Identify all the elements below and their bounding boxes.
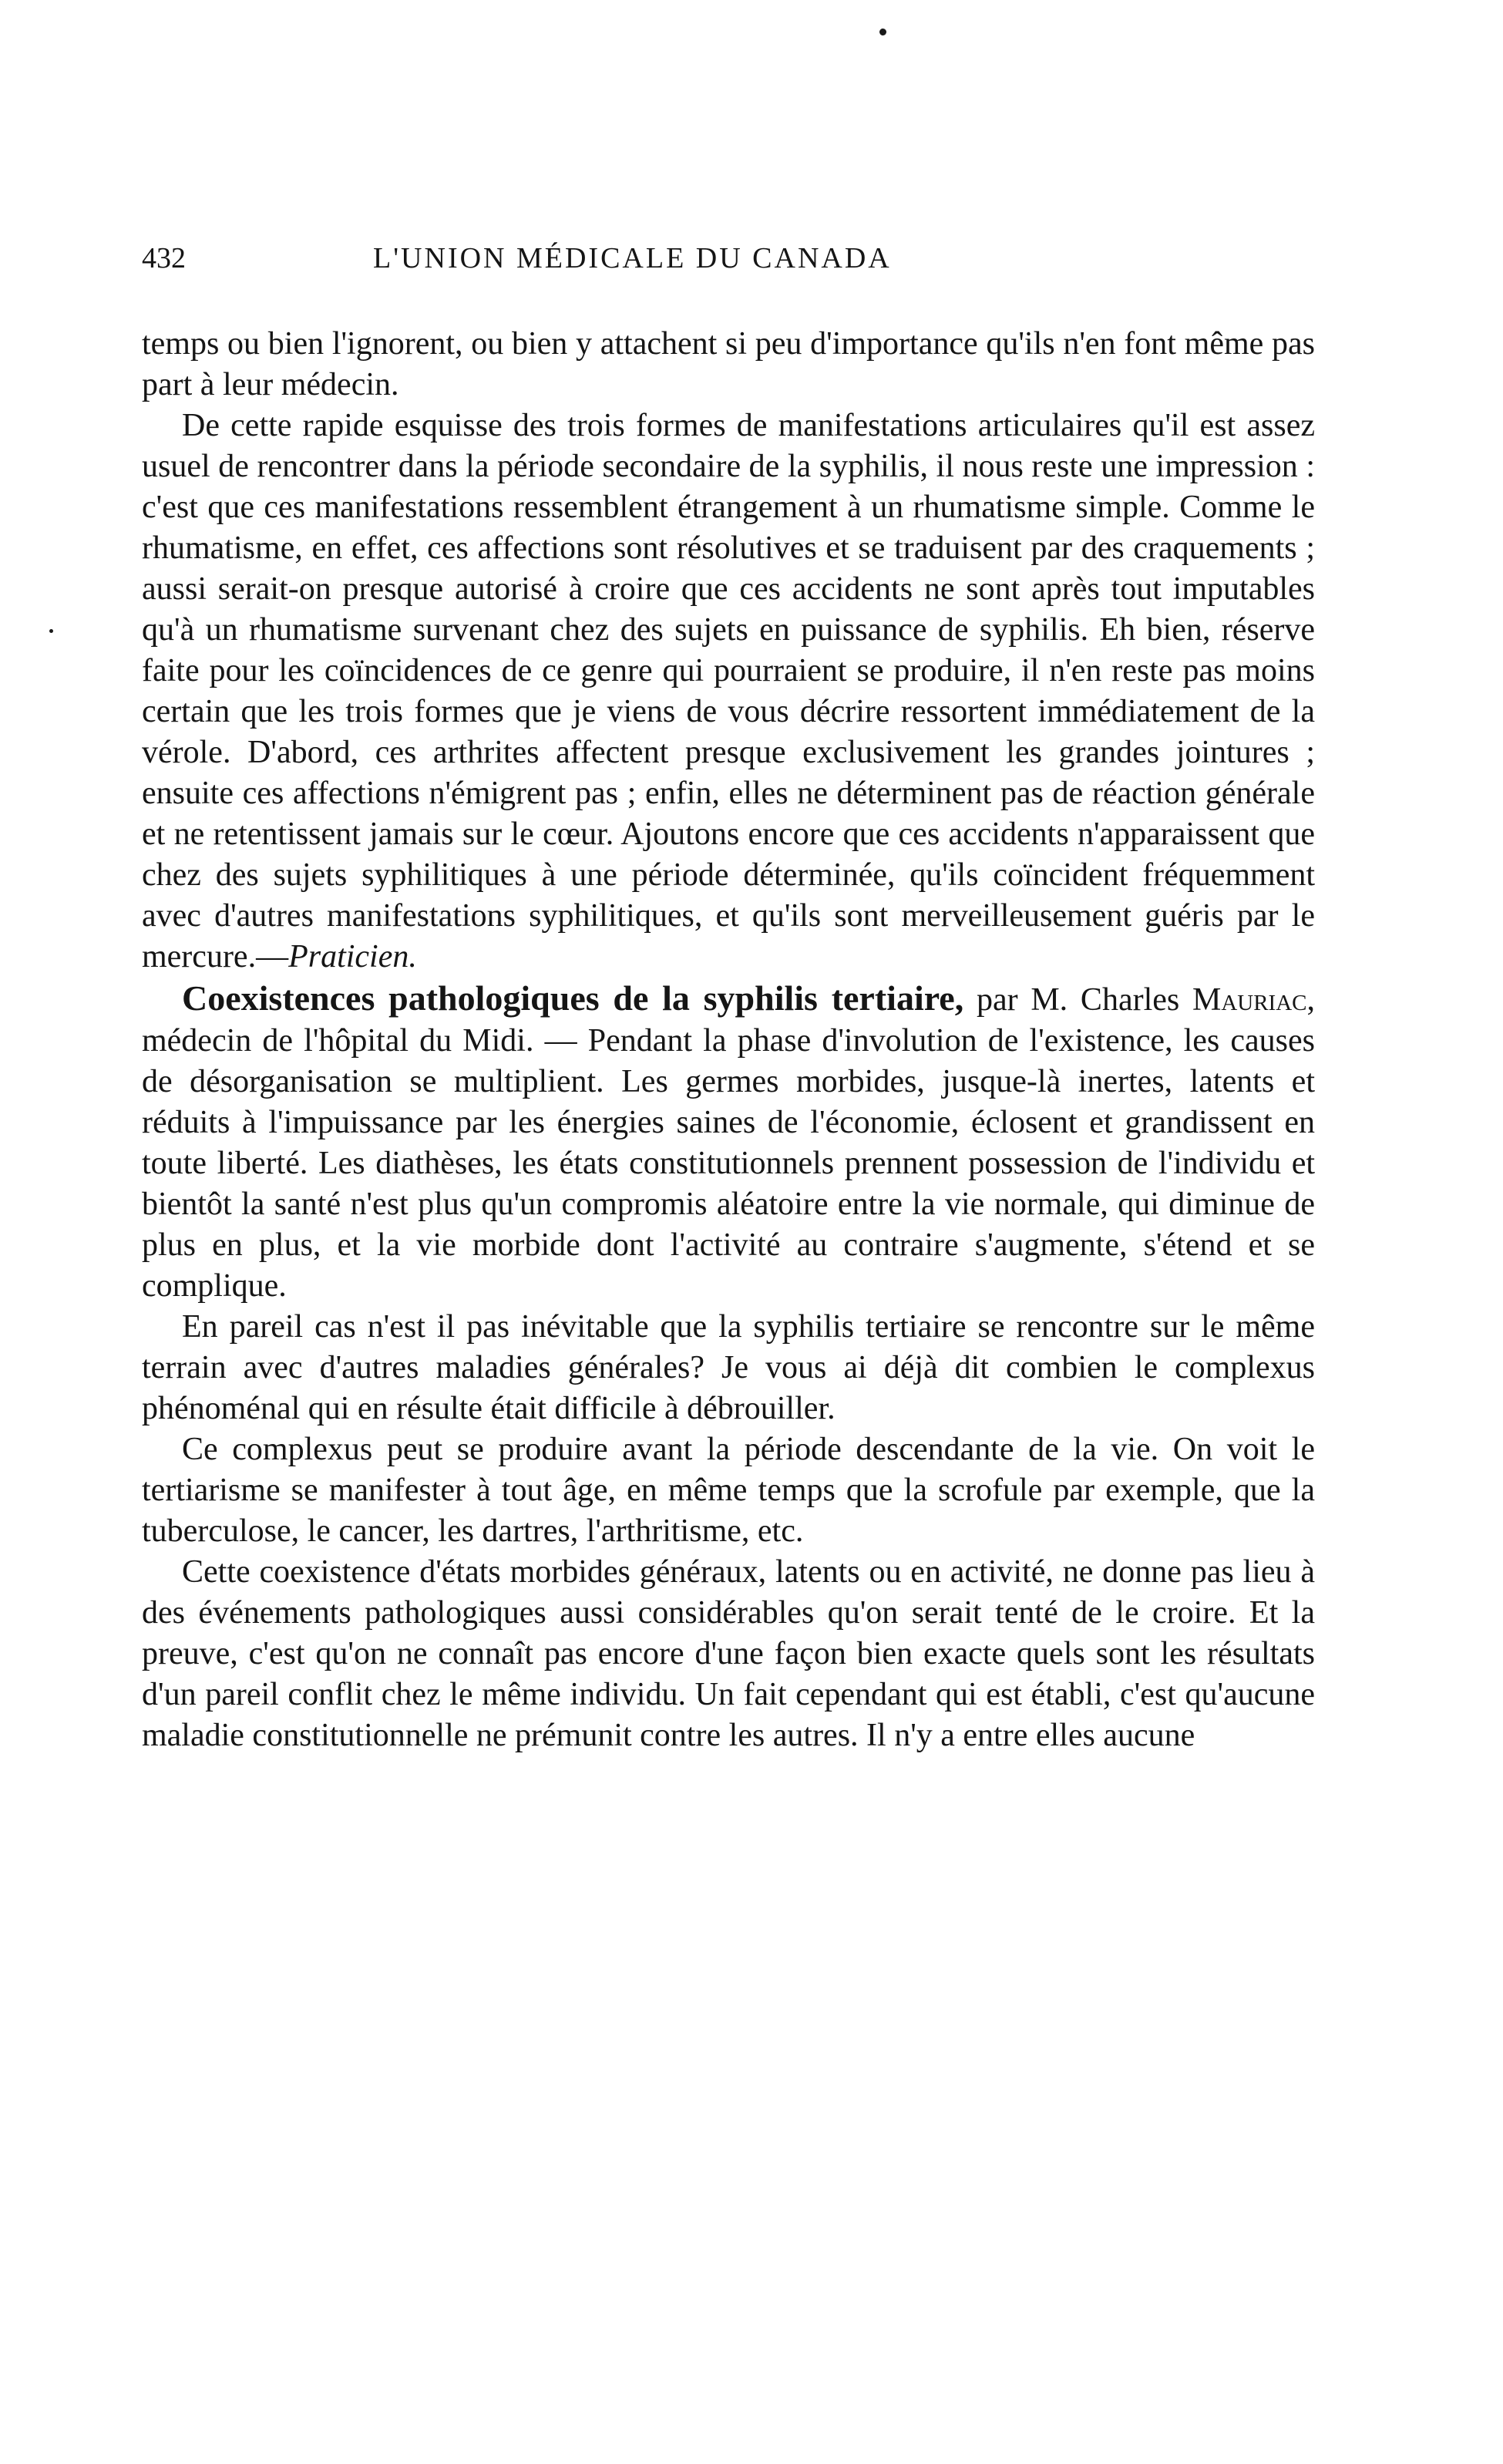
running-title: L'UNION MÉDICALE DU CANADA bbox=[373, 242, 892, 274]
byline-prefix: par M. Charles bbox=[963, 982, 1192, 1018]
paragraph-text: De cette rapide esquisse des trois formes de manifestations articulaires qu'il est assez usuel de rencontrer dans la période secondaire de la syphilis, il nous reste une impression : c'est que ces manifestations ressemblent étrangement à un rhumatisme simple. Comme le rhumatisme, en effet, ces affections sont résolutives et se traduisent par des craquements ; aussi serait-on presque autorisé à croire que ces accidents ne sont après tout imputables qu'à un rhumatisme survenant chez des sujets en puissance de syphilis. Eh bien, réserve faite pour les coïncidences de ce genre qui pourraient se produire, il n'en reste pas moins certain que les trois formes que je viens de vous décrire ressortent immédiatement de la vérole. D'abord, ces arthrites affectent presque exclusivement les grandes jointures ; ensuite ces affections n'émigrent pas ; enfin, elles ne déterminent pas de réaction générale et ne retentissent jamais sur le cœur. Ajoutons encore que ces accidents n'apparaissent que chez des sujets syphilitiques à une période déterminée, qu'ils coïncident fréquemment avec d'autres manifestations syphilitiques, et qu'ils sont merveilleusement guéris par le mercure. bbox=[142, 408, 1315, 974]
paragraph: En pareil cas n'est il pas inévitable que la syphilis tertiaire se rencontre sur le même terrain avec d'autres maladies générales? Je vous ai déjà dit combien le complexus phénoménal qui en résulte était difficile à débrouiller. bbox=[142, 1309, 1315, 1426]
paragraph bbox=[142, 406, 1315, 978]
article-title: Coexistences pathologiques de la syphilis tertiaire, bbox=[182, 978, 964, 1018]
book-page bbox=[142, 231, 1315, 2313]
source-dash: — bbox=[256, 939, 289, 974]
ink-speck bbox=[49, 629, 53, 633]
article-heading-paragraph bbox=[142, 978, 1315, 1307]
paragraph: Ce complexus peut se produire avant la période descendante de la vie. On voit le tertiarisme se manifester à tout âge, en même temps que la scrofule par exemple, que la tuberculose, le cancer, les dartres, l'arthritisme, etc. bbox=[142, 1432, 1315, 1549]
source-citation: Praticien. bbox=[288, 939, 417, 974]
page-header bbox=[142, 231, 1315, 285]
paragraph: Cette coexistence d'états morbides généraux, latents ou en activité, ne donne pas lieu à des événements pathologiques aussi considérables qu'on serait tenté de le croire. Et la preuve, c'est qu'on ne connaît pas encore d'une façon bien exacte quels sont les résultats d'un pareil conflit chez le même individu. Un fait cependant qui est établi, c'est qu'aucune maladie constitutionnelle ne prémunit contre les autres. Il n'y a entre elles aucune bbox=[142, 1554, 1315, 1753]
author-role: , médecin de l'hôpital du Midi. — bbox=[142, 982, 1315, 1059]
page-body bbox=[142, 324, 1315, 1756]
paragraph: temps ou bien l'ignorent, ou bien y attachent si peu d'importance qu'ils n'en font même pas part à leur médecin. bbox=[142, 326, 1315, 402]
author-surname: Mauriac bbox=[1192, 982, 1307, 1018]
ink-speck bbox=[879, 29, 886, 35]
page-number: 432 bbox=[142, 242, 186, 274]
paragraph-text: Pendant la phase d'involution de l'existence, les causes de désorganisation se multiplient. Les germes morbides, jusque-là inertes, latents et réduits à l'impuissance par les énergies saines de l'économie, éclosent et grandissent en toute liberté. Les diathèses, les états constitutionnels prennent possession de l'individu et bientôt la santé n'est plus qu'un compromis aléatoire entre la vie normale, qui diminue de plus en plus, et la vie morbide dont l'activité au contraire s'augmente, s'étend et se complique. bbox=[142, 1023, 1315, 1304]
